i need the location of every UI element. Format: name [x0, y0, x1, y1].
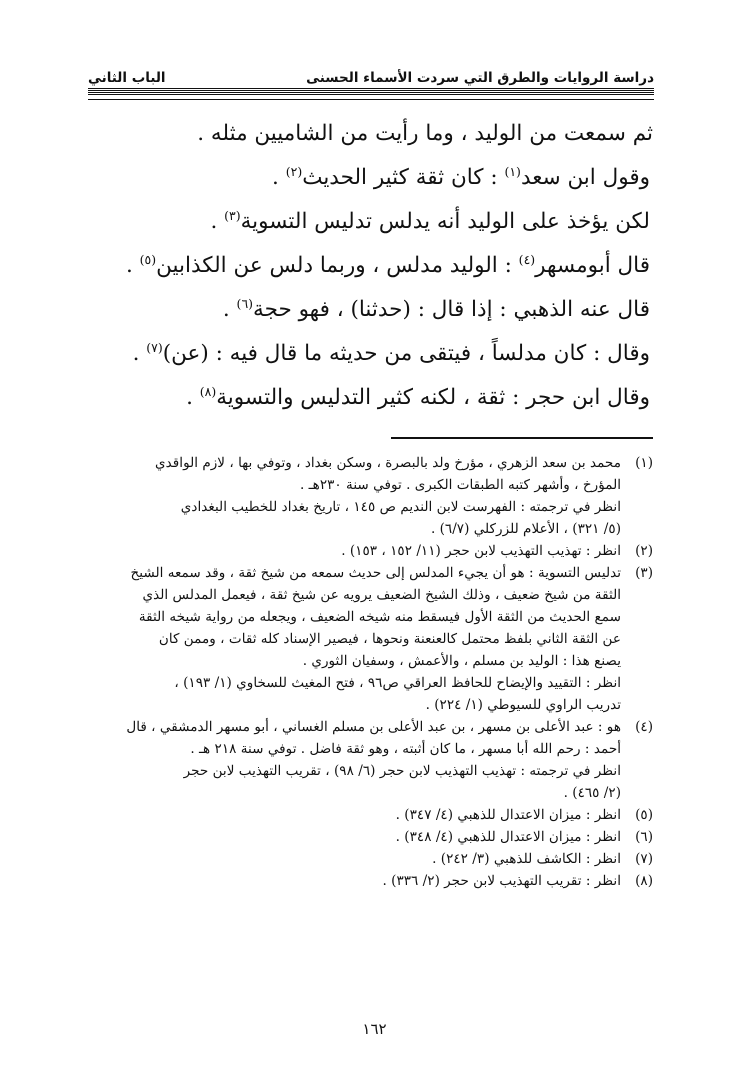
main-line: وقال : كان مدلساً ، فيتقى من حديثه ما قال فيه : (عن)$^{(٧)}$ . — [132, 339, 650, 366]
footnote-item — [90, 716, 653, 804]
header-rule-thin — [88, 99, 654, 100]
footnote-line: انظر : تقريب التهذيب لابن حجر (٢/ ٣٣٦) . — [382, 873, 621, 889]
footnote-item — [90, 562, 653, 716]
header-title: دراسة الروايات والطرق التي سردت الأسماء الحسنى — [306, 70, 654, 86]
footnote-line: هو : عبد الأعلى بن مسهر ، بن عبد الأعلى بن مسلم الغساني ، أبو مسهر الدمشقي ، قال — [126, 719, 621, 735]
main-line: لكن يؤخذ على الوليد أنه يدلس تدليس التسوية$^{(٣)}$ . — [210, 207, 650, 234]
main-line: قال أبومسهر$^{(٤)}$ : الوليد مدلس ، وربما دلس عن الكذابين$^{(٥)}$ . — [125, 251, 650, 278]
footnote-item — [90, 848, 653, 870]
footnote-number: (١) — [635, 455, 653, 471]
header-rule-thick — [88, 88, 654, 96]
footnote-line: انظر في ترجمته : تهذيب التهذيب لابن حجر (٦/ ٩٨) ، تقريب التهذيب لابن حجر — [183, 763, 621, 779]
footnote-line: انظر : الكاشف للذهبي (٣/ ٢٤٢) . — [432, 851, 621, 867]
footnote-number: (٣) — [635, 565, 653, 581]
footnote-item — [90, 540, 653, 562]
footnote-line: انظر : ميزان الاعتدال للذهبي (٤/ ٣٤٨) . — [395, 829, 621, 845]
footnote-number: (٦) — [635, 829, 653, 845]
footnote-line: انظر في ترجمته : الفهرست لابن النديم ص ١٤٥ ، تاريخ بغداد للخطيب البغدادي — [180, 499, 621, 515]
footnote-line: يصنع هذا : الوليد بن مسلم ، والأعمش ، وسفيان الثوري . — [302, 653, 621, 669]
footnote-line: تدريب الراوي للسيوطي (١/ ٢٢٤) . — [425, 697, 621, 713]
footnote-ref[interactable]: (٨) — [199, 383, 217, 399]
footnote-line: تدليس التسوية : هو أن يجيء المدلس إلى حديث سمعه من شيخ ثقة ، وقد سمعه الشيخ — [130, 565, 621, 581]
footnote-line: (٢/ ٤٦٥) . — [563, 785, 621, 801]
footnotes — [90, 452, 653, 892]
footnote-line: انظر : ميزان الاعتدال للذهبي (٤/ ٣٤٧) . — [395, 807, 621, 823]
footnote-separator — [391, 437, 653, 439]
main-line: وقال ابن حجر : ثقة ، لكنه كثير التدليس والتسوية$^{(٨)}$ . — [186, 383, 650, 410]
footnote-line: انظر : تهذيب التهذيب لابن حجر (١١/ ١٥٢ ، ١٥٣) . — [341, 543, 621, 559]
main-line: وقول ابن سعد$^{(١)}$ : كان ثقة كثير الحديث$^{(٢)}$ . — [272, 163, 650, 190]
footnote-number: (٨) — [635, 873, 653, 889]
footnote-line: (٥/ ٣٢١) ، الأعلام للزركلي (٦/٧) . — [430, 521, 621, 537]
footnote-ref[interactable]: (١) — [504, 163, 521, 179]
footnote-ref[interactable]: (٥) — [139, 251, 157, 267]
footnote-item — [90, 870, 653, 892]
footnote-item — [90, 826, 653, 848]
footnote-ref[interactable]: (٢) — [285, 163, 303, 179]
main-text — [90, 112, 653, 420]
footnote-number: (٥) — [635, 807, 653, 823]
footnote-line: محمد بن سعد الزهري ، مؤرخ ولد بالبصرة ، وسكن بغداد ، وتوفي بها ، لازم الواقدي — [155, 455, 621, 471]
footnote-line: أحمد : رحم الله أبا مسهر ، ما كان أثبته ، وهو ثقة فاضل . توفي سنة ٢١٨ هـ . — [190, 741, 621, 757]
footnote-ref[interactable]: (٦) — [236, 295, 254, 311]
page-number: ١٦٢ — [362, 1020, 387, 1038]
footnote-ref[interactable]: (٤) — [518, 251, 536, 267]
footnote-ref[interactable]: (٧) — [146, 339, 163, 355]
header-chapter: الباب الثاني — [88, 70, 166, 86]
footnote-number: (٢) — [635, 543, 653, 559]
footnote-ref[interactable]: (٣) — [224, 207, 241, 223]
footnote-item — [90, 804, 653, 826]
main-line: ثم سمعت من الوليد ، وما رأيت من الشاميين مثله . — [197, 121, 653, 146]
main-line: قال عنه الذهبي : إذا قال : (حدثنا) ، فهو حجة$^{(٦)}$ . — [222, 295, 650, 322]
footnote-number: (٤) — [635, 719, 653, 735]
footnote-line: المؤرخ ، وأشهر كتبه الطبقات الكبرى . توفي سنة ٢٣٠هـ . — [300, 477, 621, 493]
footnote-line: الثقة من شيخ ضعيف ، وذلك الشيخ الضعيف يرويه عن شيخ ثقة ، فيعمل المدلس الذي — [142, 587, 621, 603]
running-header — [88, 62, 654, 86]
footnote-number: (٧) — [635, 851, 653, 867]
footnote-line: انظر : التقييد والإيضاح للحافظ العراقي ص٩٦ ، فتح المغيث للسخاوي (١/ ١٩٣) ، — [174, 675, 621, 691]
footnote-line: سمع الحديث من الثقة الأول فيسقط منه شيخه الضعيف ، ويجعله من رواية شيخه الثقة — [138, 609, 621, 625]
footnote-line: عن الثقة الثاني بلفظ محتمل كالعنعنة ونحوها ، فيصير الإسناد كله ثقات ، وممن كان — [158, 631, 621, 647]
footnote-item — [90, 452, 653, 540]
